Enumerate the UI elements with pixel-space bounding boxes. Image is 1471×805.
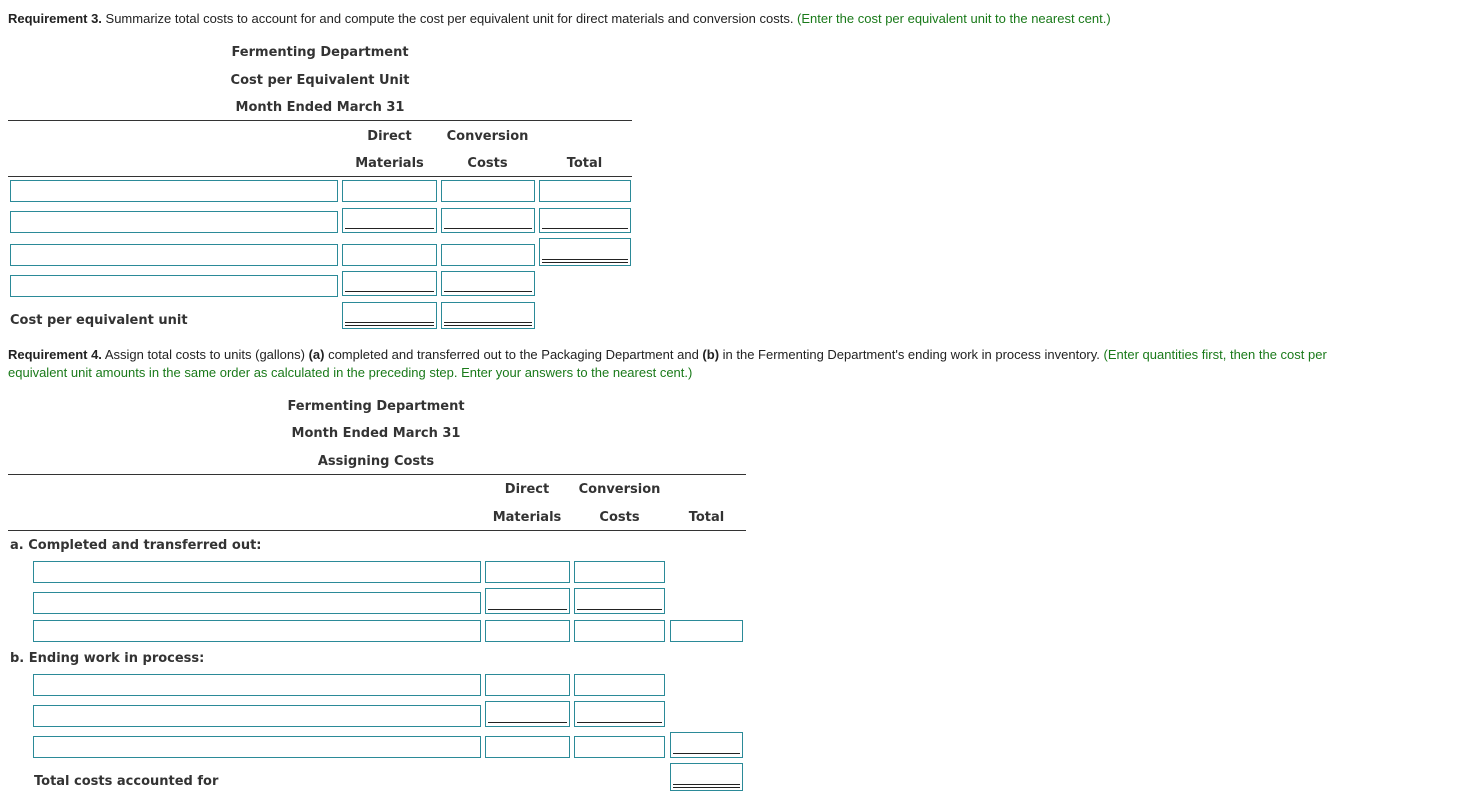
req4-a-row3-total-input[interactable] — [670, 620, 743, 642]
req4-label: Requirement 4. — [8, 347, 102, 362]
req4-b-row1-cc-input[interactable] — [574, 674, 665, 696]
req3-column-rule — [8, 176, 632, 177]
req3-row4-dm-input[interactable] — [342, 271, 437, 296]
req3-row2-dm-input[interactable] — [342, 208, 437, 233]
req4-b-row1-label-input[interactable] — [33, 674, 481, 696]
req3-row2-cc-input[interactable] — [441, 208, 535, 233]
req3-col-dm-line2: Materials — [355, 156, 424, 171]
req4-instructions — [8, 346, 1468, 382]
req4-a-row2-cc-input[interactable] — [574, 588, 665, 614]
req4-a-row1-label-input[interactable] — [33, 561, 481, 583]
req4-col-cc-line2: Costs — [599, 510, 640, 525]
req3-hint: (Enter the cost per equivalent unit to the nearest cent.) — [793, 11, 1111, 26]
req3-instructions — [8, 10, 1463, 28]
req4-text-a: Assign total costs to units (gallons) — [101, 347, 309, 362]
req4-b-row1-dm-input[interactable] — [485, 674, 570, 696]
req4-a-row3-cc-input[interactable] — [574, 620, 665, 642]
req3-title-report: Cost per Equivalent Unit — [230, 73, 410, 88]
req4-col-dm-line2: Materials — [492, 510, 562, 525]
req4-section-b-label: b. Ending work in process: — [10, 651, 205, 666]
req3-col-dm-line1: Direct — [367, 129, 412, 144]
req3-col-cc-line2: Costs — [467, 156, 508, 171]
req4-a-marker: (a) — [308, 347, 325, 362]
req4-b-row2-dm-input[interactable] — [485, 701, 570, 727]
req4-b-row3-total-input[interactable] — [670, 732, 743, 758]
req3-header-rule — [8, 120, 632, 121]
req3-row2-label-input[interactable] — [10, 211, 338, 233]
req4-total-input[interactable] — [670, 763, 743, 791]
req4-a-row1-dm-input[interactable] — [485, 561, 570, 583]
req3-title-dept: Fermenting Department — [231, 45, 409, 60]
req3-label: Requirement 3. — [8, 11, 102, 26]
req4-title-period: Month Ended March 31 — [291, 426, 461, 441]
req4-col-dm-line1: Direct — [504, 482, 550, 497]
req4-b-row3-cc-input[interactable] — [574, 736, 665, 758]
req4-a-row2-dm-input[interactable] — [485, 588, 570, 614]
req4-b-row3-label-input[interactable] — [33, 736, 481, 758]
req4-text-c: in the Fermenting Department's ending work in process inventory. — [719, 347, 1100, 362]
req3-col-cc-line1: Conversion — [446, 129, 529, 144]
req4-section-a-label: a. Completed and transferred out: — [10, 538, 262, 553]
req3-text: Summarize total costs to account for and compute the cost per equivalent unit for direct materials and conversion costs. — [101, 11, 794, 26]
req3-row1-label-input[interactable] — [10, 180, 338, 202]
req4-a-row3-dm-input[interactable] — [485, 620, 570, 642]
req4-hint-line2: equivalent unit amounts in the same order as calculated in the preceding step. Enter your answers to the nearest cent.) — [8, 365, 693, 380]
req3-col-total: Total — [566, 156, 603, 171]
req4-text-b: completed and transferred out to the Packaging Department and — [324, 347, 703, 362]
req3-row3-dm-input[interactable] — [342, 244, 437, 266]
req4-b-row3-dm-input[interactable] — [485, 736, 570, 758]
req3-row3-cc-input[interactable] — [441, 244, 535, 266]
req4-b-row2-label-input[interactable] — [33, 705, 481, 727]
req3-title-period: Month Ended March 31 — [235, 100, 405, 115]
req4-column-rule — [8, 530, 746, 531]
req4-col-total: Total — [688, 510, 725, 525]
req3-row1-total-input[interactable] — [539, 180, 631, 202]
req3-row3-label-input[interactable] — [10, 244, 338, 266]
req3-row1-dm-input[interactable] — [342, 180, 437, 202]
req4-hint-line1: (Enter quantities first, then the cost per — [1099, 347, 1327, 362]
req3-cpu-cc-input[interactable] — [441, 302, 535, 329]
req4-total-label: Total costs accounted for — [34, 774, 219, 789]
req3-cpu-dm-input[interactable] — [342, 302, 437, 329]
req3-cost-per-unit-label: Cost per equivalent unit — [10, 313, 188, 328]
req3-row1-cc-input[interactable] — [441, 180, 535, 202]
req4-title-report: Assigning Costs — [317, 454, 435, 469]
req4-col-cc-line1: Conversion — [578, 482, 661, 497]
req3-row2-total-input[interactable] — [539, 208, 631, 233]
req4-a-row3-label-input[interactable] — [33, 620, 481, 642]
req4-b-marker: (b) — [702, 347, 720, 362]
req4-a-row2-label-input[interactable] — [33, 592, 481, 614]
req3-row3-total-input[interactable] — [539, 238, 631, 266]
req4-title-dept: Fermenting Department — [287, 399, 465, 414]
req3-row4-cc-input[interactable] — [441, 271, 535, 296]
req4-a-row1-cc-input[interactable] — [574, 561, 665, 583]
req4-b-row2-cc-input[interactable] — [574, 701, 665, 727]
req3-row4-label-input[interactable] — [10, 275, 338, 297]
req4-header-rule — [8, 474, 746, 475]
